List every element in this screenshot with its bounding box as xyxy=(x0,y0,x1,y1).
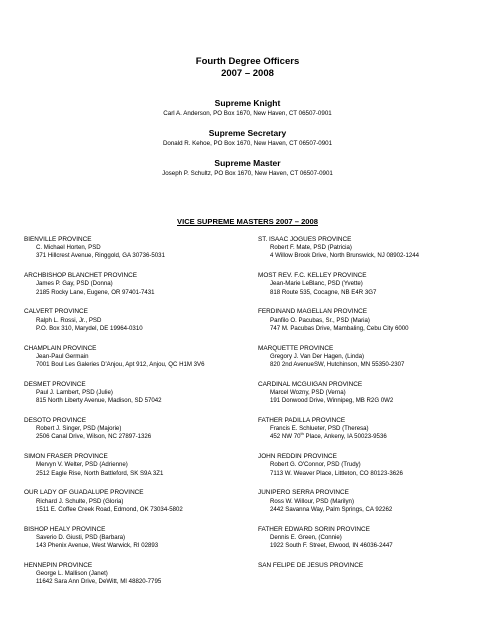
province-master: Robert J. Singer, PSD (Majorie) xyxy=(36,425,122,433)
province-entry xyxy=(24,308,244,344)
address-ordinal: th xyxy=(300,431,304,437)
province-address: 371 Hillcrest Avenue, Ringgold, GA 30736-5031 xyxy=(36,252,165,260)
province-master: Jean-Paul Germain xyxy=(36,352,89,360)
province-entry xyxy=(258,453,490,489)
province-address: 2185 Rocky Lane, Eugene, OR 97401-7431 xyxy=(36,288,155,296)
province-entry xyxy=(24,236,244,272)
province-name: MOST REV. F.C. KELLEY PROVINCE xyxy=(258,272,367,280)
province-address: P.O. Box 310, Marydel, DE 19964-0310 xyxy=(36,324,143,332)
province-master: Jean-Marie LeBlanc, PSD (Yvette) xyxy=(270,280,363,288)
province-master: Francis E. Schlueter, PSD (Theresa) xyxy=(270,425,369,433)
province-name: DESMET PROVINCE xyxy=(24,380,86,388)
officer-role: Supreme Secretary xyxy=(208,128,287,138)
address-part: Place, Ankeny, IA 50023-9536 xyxy=(303,433,387,441)
province-address: 4 Willow Brook Drive, North Brunswick, NJ 08902-1244 xyxy=(270,252,420,260)
province-master: Ross W. Willour, PSD (Marilyn) xyxy=(270,497,354,505)
province-master: James P. Gay, PSD (Donna) xyxy=(36,280,113,288)
province-entry xyxy=(258,345,490,381)
province-name: FERDINAND MAGELLAN PROVINCE xyxy=(258,308,368,316)
province-entry xyxy=(24,489,244,525)
province-address: 7113 W. Weaver Place, Littleton, CO 80123-3626 xyxy=(270,469,403,477)
officer-detail: Carl A. Anderson, PO Box 1670, New Haven, CT 06507-0901 xyxy=(163,110,332,117)
province-name: ARCHBISHOP BLANCHET PROVINCE xyxy=(24,272,138,280)
province-name: SIMON FRASER PROVINCE xyxy=(24,453,108,461)
province-entry xyxy=(24,272,244,308)
province-name: CHAMPLAIN PROVINCE xyxy=(24,344,97,352)
province-entry xyxy=(258,381,490,417)
province-entry xyxy=(24,562,244,598)
province-master: Dennis E. Green, (Connie) xyxy=(270,533,342,541)
province-address: 2442 Savanna Way, Palm Springs, CA 92262 xyxy=(270,505,393,513)
province-entry xyxy=(258,236,490,272)
province-address: 7001 Boul Les Galeries D'Anjou, Apt 912, Anjou, QC H1M 3V6 xyxy=(36,360,205,368)
officer-detail: Joseph P. Schultz, PO Box 1670, New Haven, CT 06507-0901 xyxy=(162,170,333,177)
province-name: BIENVILLE PROVINCE xyxy=(24,236,92,243)
province-name: JUNIPERO SERRA PROVINCE xyxy=(258,489,349,497)
province-name: DESOTO PROVINCE xyxy=(24,416,87,424)
officer-supreme-secretary xyxy=(0,128,495,148)
officer-role: Supreme Knight xyxy=(214,98,281,108)
province-name: CALVERT PROVINCE xyxy=(24,308,88,316)
officer-detail: Donald R. Kehoe, PO Box 1670, New Haven, CT 06507-0901 xyxy=(162,140,333,147)
province-address: 2506 Canal Drive, Wilson, NC 27897-1326 xyxy=(36,433,152,441)
province-master: George L. Mallison (Janet) xyxy=(36,569,108,577)
province-entry xyxy=(258,417,490,453)
province-address: 747 M. Pacubas Drive, Mambaling, Cebu City 6000 xyxy=(270,324,409,332)
province-name: OUR LADY OF GUADALUPE PROVINCE xyxy=(24,489,144,497)
province-master: Panfilo O. Pacubas, Sr., PSD (Maria) xyxy=(270,316,370,324)
province-name: CARDINAL MCGUIGAN PROVINCE xyxy=(258,380,363,388)
province-entry xyxy=(24,381,244,417)
province-address: 1922 South F. Street, Elwood, IN 46036-2447 xyxy=(270,541,393,549)
province-entry xyxy=(258,272,490,308)
province-address: 820 2nd AvenueSW, Hutchinson, MN 55350-2307 xyxy=(270,360,405,368)
province-address: 143 Phenix Avenue, West Warwick, RI 02893 xyxy=(36,541,159,549)
left-province-column xyxy=(24,236,244,598)
province-entry xyxy=(24,345,244,381)
vice-supreme-masters-heading-text: VICE SUPREME MASTERS 2007 – 2008 xyxy=(177,217,318,226)
officer-supreme-master xyxy=(0,158,495,178)
province-name: FATHER EDWARD SORIN PROVINCE xyxy=(258,525,370,533)
province-entry xyxy=(24,417,244,453)
province-entry xyxy=(258,308,490,344)
province-master: Robert G. O'Connor, PSD (Trudy) xyxy=(270,461,361,469)
province-address xyxy=(258,433,490,441)
title-line-1: Fourth Degree Officers xyxy=(195,56,300,67)
officer-supreme-knight xyxy=(0,98,495,118)
province-address: 818 Route 535, Cocagne, NB E4R 3G7 xyxy=(270,288,377,296)
province-name: MARQUETTE PROVINCE xyxy=(258,344,334,352)
province-master: Paul J. Lambert, PSD (Julie) xyxy=(36,388,113,396)
province-address: 2512 Eagle Rise, North Battleford, SK S9A 3Z1 xyxy=(36,469,164,477)
province-name: SAN FELIPE DE JESUS PROVINCE xyxy=(258,561,364,569)
province-address: 1511 E. Coffee Creek Road, Edmond, OK 73034-5802 xyxy=(36,505,183,513)
province-master: Mervyn V. Welter, PSD (Adrienne) xyxy=(36,461,128,469)
province-master: Gregory J. Van Der Hagen, (Linda) xyxy=(270,352,365,360)
province-entry xyxy=(24,526,244,562)
province-master: Ralph L. Rossi, Jr., PSD xyxy=(36,316,102,324)
province-entry xyxy=(258,526,490,562)
right-province-column xyxy=(258,236,490,598)
province-master: Saverio D. Giusti, PSD (Barbara) xyxy=(36,533,126,541)
province-name: HENNEPIN PROVINCE xyxy=(24,561,93,569)
province-master: Richard J. Schulte, PSD (Gloria) xyxy=(36,497,124,505)
province-entry xyxy=(258,489,490,525)
province-address: 191 Donwood Drive, Winnipeg, MB R2G 0W2 xyxy=(270,397,394,405)
province-entry xyxy=(24,453,244,489)
address-part: 452 NW 70 xyxy=(270,433,301,441)
province-name: BISHOP HEALY PROVINCE xyxy=(24,525,106,533)
page-title xyxy=(0,56,495,80)
province-entry xyxy=(258,562,490,598)
vice-supreme-masters-heading xyxy=(0,217,495,227)
province-address: 815 North Liberty Avenue, Madison, SD 57042 xyxy=(36,397,162,405)
province-name: JOHN REDDIN PROVINCE xyxy=(258,453,337,461)
officer-role: Supreme Master xyxy=(214,158,281,168)
province-master: C. Michael Horten, PSD xyxy=(36,244,101,252)
province-address: 11642 Sara Ann Drive, DeWitt, MI 48820-7795 xyxy=(36,578,162,586)
province-master: Robert F. Mate, PSD (Patricia) xyxy=(270,244,352,252)
province-name: ST. ISAAC JOGUES PROVINCE xyxy=(258,236,352,243)
title-line-2: 2007 – 2008 xyxy=(221,68,274,79)
province-name: FATHER PADILLA PROVINCE xyxy=(258,416,346,424)
province-master: Marcel Wozny, PSD (Verna) xyxy=(270,388,346,396)
